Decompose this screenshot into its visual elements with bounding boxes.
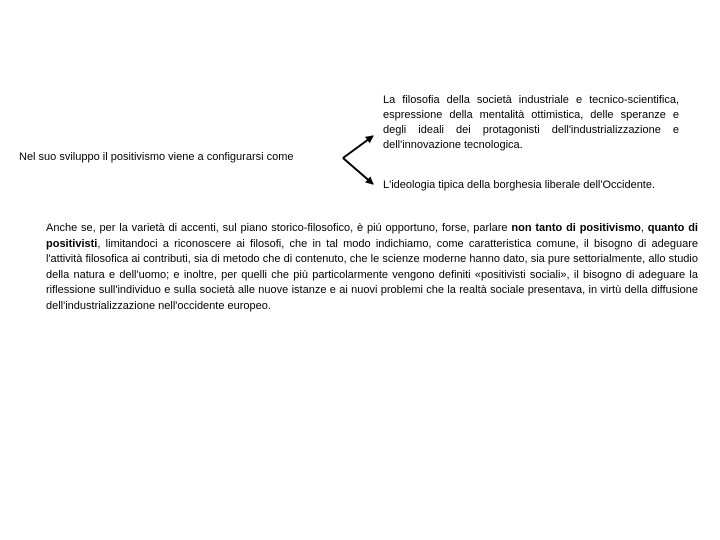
- paragraph-text-3: , limitandoci a riconoscere ai filosofi, che in tal modo indichiamo, come caratteristica comune, il bisogno di adeguare l'attività filosofica ai contributi, sia di metodo che di contenuto, che le scienze moderne hanno dato, sia pure settorialmente, allo studio della natura e dell'uomo; e inoltre, per quelli che più particolarmente vengono definiti «positivisti sociali», il bisogno di adeguare la riflessione sull'individuo e sulla società alle nuove istanze e ai nuovi problemi che la realtà sociale presentava, in virtù della diffusione dell'industrializzazione nell'occidente europeo.: [46, 237, 698, 312]
- body-paragraph: [46, 221, 698, 314]
- paragraph-text-2: ,: [640, 222, 648, 234]
- arrow-down: [343, 158, 373, 184]
- arrow-up: [343, 136, 373, 158]
- branch-industrial-philosophy: La filosofia della società industriale e tecnico-scientifica, espressione della mentalità ottimistica, delle speranze e degli ideali dei protagonisti dell'industrializzazione e dell'innovazione tecnologica.: [383, 94, 679, 151]
- intro-statement: Nel suo sviluppo il positivismo viene a configurarsi come: [19, 151, 294, 163]
- emphasis-positivismo: non tanto di positivismo: [511, 222, 641, 234]
- branch-bourgeois-ideology: L'ideologia tipica della borghesia liberale dell'Occidente.: [383, 179, 656, 191]
- emphasis-positivisti: quanto di positivisti: [46, 222, 698, 250]
- paragraph-text-1: Anche se, per la varietà di accenti, sul piano storico-filosofico, è piú opportuno, forse, parlare: [46, 222, 512, 234]
